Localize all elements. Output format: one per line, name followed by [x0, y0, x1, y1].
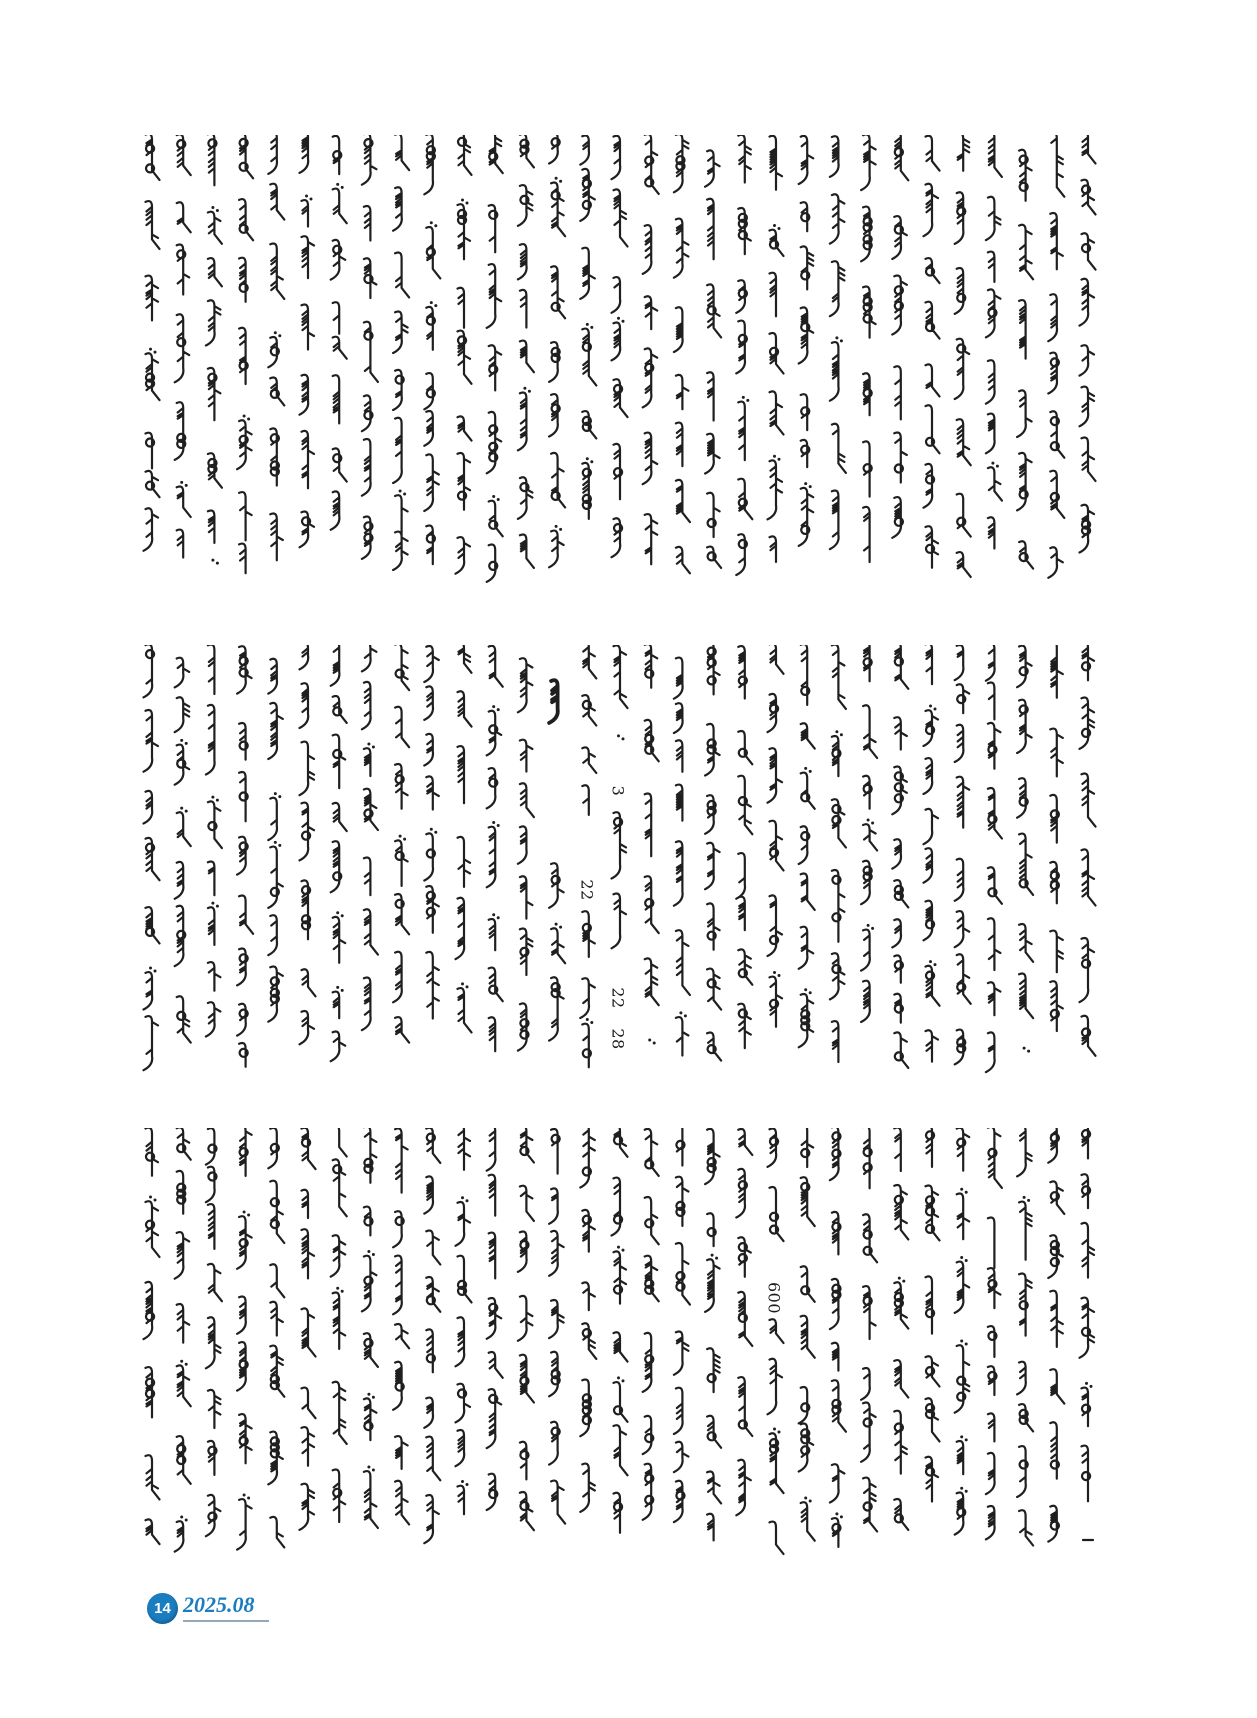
punctuation-dots [960, 1487, 963, 1490]
punctuation-dots [835, 730, 838, 733]
punctuation-dots [965, 1259, 968, 1262]
punctuation-dots [216, 799, 219, 802]
punctuation-dots [1023, 1196, 1026, 1199]
punctuation-dots [180, 739, 183, 742]
punctuation-dots [336, 986, 339, 989]
section-heading [549, 680, 558, 723]
punctuation-dots [243, 1210, 246, 1213]
punctuation-dots [773, 455, 776, 458]
text-block-2 [140, 645, 1120, 1075]
punctuation-dots [185, 742, 188, 745]
punctuation-dots [466, 1199, 469, 1202]
punctuation-dots [555, 923, 558, 926]
punctuation-dots [466, 985, 469, 988]
punctuation-dots [804, 1496, 807, 1499]
punctuation-dots [684, 1014, 687, 1017]
punctuation-dots [555, 525, 558, 528]
punctuation-dots [559, 926, 562, 929]
punctuation-dots [211, 206, 214, 209]
punctuation-dots [149, 966, 152, 969]
punctuation-dots [960, 1435, 963, 1438]
punctuation-dots [809, 485, 812, 488]
punctuation-dots [653, 1041, 656, 1044]
punctuation-dots [336, 1287, 339, 1290]
punctuation-dots [180, 481, 183, 484]
punctuation-dots [466, 1483, 469, 1486]
punctuation-dots [617, 1246, 620, 1249]
punctuation-dots [965, 1438, 968, 1441]
punctuation-dots [934, 963, 937, 966]
punctuation-dots [586, 323, 589, 326]
punctuation-dots [154, 1198, 157, 1201]
punctuation-dots [430, 221, 433, 224]
punctuation-dots [1023, 1047, 1026, 1050]
punctuation-dots [367, 1250, 370, 1253]
punctuation-dots [403, 838, 406, 841]
punctuation-dots [648, 1038, 651, 1041]
punctuation-dots [461, 199, 464, 202]
punctuation-dots [274, 841, 277, 844]
punctuation-dots [185, 1363, 188, 1366]
punctuation-dots [840, 733, 843, 736]
inline-numeral: 28 [608, 1028, 628, 1050]
punctuation-dots [310, 197, 313, 200]
punctuation-dots [991, 462, 994, 465]
punctuation-dots [590, 326, 593, 329]
punctuation-dots [372, 1396, 375, 1399]
punctuation-dots [804, 767, 807, 770]
punctuation-dots [430, 828, 433, 831]
punctuation-dots [461, 1196, 464, 1199]
punctuation-dots [809, 1499, 812, 1502]
page-number-badge: 14 [147, 1593, 178, 1624]
punctuation-dots [523, 387, 526, 390]
punctuation-dots [715, 1257, 718, 1260]
punctuation-dots [278, 844, 281, 847]
punctuation-dots [341, 989, 344, 992]
inline-numeral: 22 [608, 987, 628, 1009]
punctuation-dots [154, 351, 157, 354]
punctuation-dots [960, 1339, 963, 1342]
punctuation-dots [185, 810, 188, 813]
punctuation-dots [840, 1515, 843, 1518]
punctuation-dots [399, 835, 402, 838]
punctuation-dots [247, 1496, 250, 1499]
punctuation-dots [430, 301, 433, 304]
punctuation-dots [746, 399, 749, 402]
punctuation-dots [1027, 1199, 1030, 1202]
punctuation-dots [965, 1342, 968, 1345]
punctuation-dots [778, 227, 781, 230]
punctuation-dots [929, 704, 932, 707]
punctuation-dots [996, 465, 999, 468]
inline-numeral: 22 [577, 879, 597, 901]
punctuation-dots [742, 396, 745, 399]
punctuation-dots [211, 796, 214, 799]
punctuation-dots [497, 824, 500, 827]
punctuation-dots [461, 982, 464, 985]
punctuation-dots [590, 1021, 593, 1024]
punctuation-dots [403, 493, 406, 496]
text-block-3 [140, 1128, 1120, 1558]
punctuation-dots [336, 183, 339, 186]
punctuation-dots [929, 960, 932, 963]
punctuation-dots [773, 1428, 776, 1431]
punctuation-dots [211, 559, 214, 562]
punctuation-dots [804, 482, 807, 485]
footer-rule [183, 1620, 269, 1622]
punctuation-dots [871, 822, 874, 825]
punctuation-dots [804, 988, 807, 991]
punctuation-dots [497, 916, 500, 919]
punctuation-dots [835, 1512, 838, 1515]
punctuation-dots [367, 1393, 370, 1396]
punctuation-dots [622, 737, 625, 740]
punctuation-dots [372, 1253, 375, 1256]
issue-date: 2025.08 [183, 1592, 255, 1617]
punctuation-dots [960, 1256, 963, 1259]
punctuation-dots [586, 457, 589, 460]
punctuation-dots [617, 734, 620, 737]
punctuation-dots [180, 1360, 183, 1363]
punctuation-dots [840, 339, 843, 342]
punctuation-dots [434, 304, 437, 307]
punctuation-dots [278, 795, 281, 798]
page-footer [147, 1590, 255, 1626]
punctuation-dots [809, 991, 812, 994]
punctuation-dots [960, 1188, 963, 1191]
punctuation-dots [185, 484, 188, 487]
punctuation-dots [773, 224, 776, 227]
punctuation-dots [372, 1468, 375, 1471]
body-text-columns [144, 1128, 1095, 1554]
punctuation-dots [1085, 1382, 1088, 1385]
punctuation-dots [149, 348, 152, 351]
punctuation-dots [154, 969, 157, 972]
issue-date-wrap [183, 1594, 255, 1622]
text-block-1 [140, 135, 1120, 585]
punctuation-dots [622, 1379, 625, 1382]
punctuation-dots [341, 914, 344, 917]
punctuation-dots [622, 1249, 625, 1252]
punctuation-dots [867, 819, 870, 822]
inline-numeral: 3 [608, 785, 628, 797]
punctuation-dots [497, 498, 500, 501]
punctuation-dots [247, 1213, 250, 1216]
punctuation-dots [965, 1191, 968, 1194]
punctuation-dots [965, 1490, 968, 1493]
punctuation-dots [711, 1254, 714, 1257]
punctuation-dots [492, 821, 495, 824]
punctuation-dots [778, 974, 781, 977]
punctuation-dots [871, 927, 874, 930]
punctuation-dots [590, 460, 593, 463]
punctuation-dots [492, 913, 495, 916]
punctuation-dots [466, 202, 469, 205]
punctuation-dots [274, 331, 277, 334]
punctuation-dots [180, 807, 183, 810]
punctuation-dots [341, 186, 344, 189]
punctuation-dots [617, 317, 620, 320]
punctuation-dots [305, 194, 308, 197]
punctuation-dots [243, 415, 246, 418]
punctuation-dots [278, 334, 281, 337]
punctuation-dots [274, 792, 277, 795]
punctuation-dots [1027, 1050, 1030, 1053]
punctuation-dots [809, 770, 812, 773]
inline-numeral: 600 [764, 1281, 784, 1315]
punctuation-dots [434, 224, 437, 227]
punctuation-dots [559, 528, 562, 531]
punctuation-dots [528, 390, 531, 393]
punctuation-dots [399, 490, 402, 493]
punctuation-dots [492, 705, 495, 708]
punctuation-dots [622, 320, 625, 323]
punctuation-dots [461, 1480, 464, 1483]
punctuation-dots [367, 1465, 370, 1468]
punctuation-dots [934, 707, 937, 710]
punctuation-dots [149, 1195, 152, 1198]
punctuation-dots [367, 742, 370, 745]
punctuation-dots [773, 971, 776, 974]
punctuation-dots [778, 1431, 781, 1434]
punctuation-dots [185, 1519, 188, 1522]
punctuation-dots [1090, 1385, 1093, 1388]
punctuation-dots [341, 1290, 344, 1293]
punctuation-dots [372, 745, 375, 748]
punctuation-dots [679, 1011, 682, 1014]
punctuation-dots [835, 336, 838, 339]
punctuation-dots [586, 1018, 589, 1021]
punctuation-dots [216, 562, 219, 565]
punctuation-dots [180, 1516, 183, 1519]
punctuation-dots [211, 902, 214, 905]
punctuation-dots [867, 924, 870, 927]
punctuation-dots [778, 458, 781, 461]
punctuation-dots [497, 708, 500, 711]
punctuation-dots [492, 495, 495, 498]
punctuation-dots [216, 209, 219, 212]
punctuation-dots [336, 911, 339, 914]
punctuation-dots [243, 1493, 246, 1496]
punctuation-dots [247, 418, 250, 421]
punctuation-dots [902, 1280, 905, 1283]
punctuation-dots [898, 1277, 901, 1280]
punctuation-dots [559, 180, 562, 183]
punctuation-dots [555, 177, 558, 180]
punctuation-dots [216, 905, 219, 908]
body-text-columns [144, 135, 1096, 582]
punctuation-dots [617, 1376, 620, 1379]
punctuation-dots [434, 831, 437, 834]
